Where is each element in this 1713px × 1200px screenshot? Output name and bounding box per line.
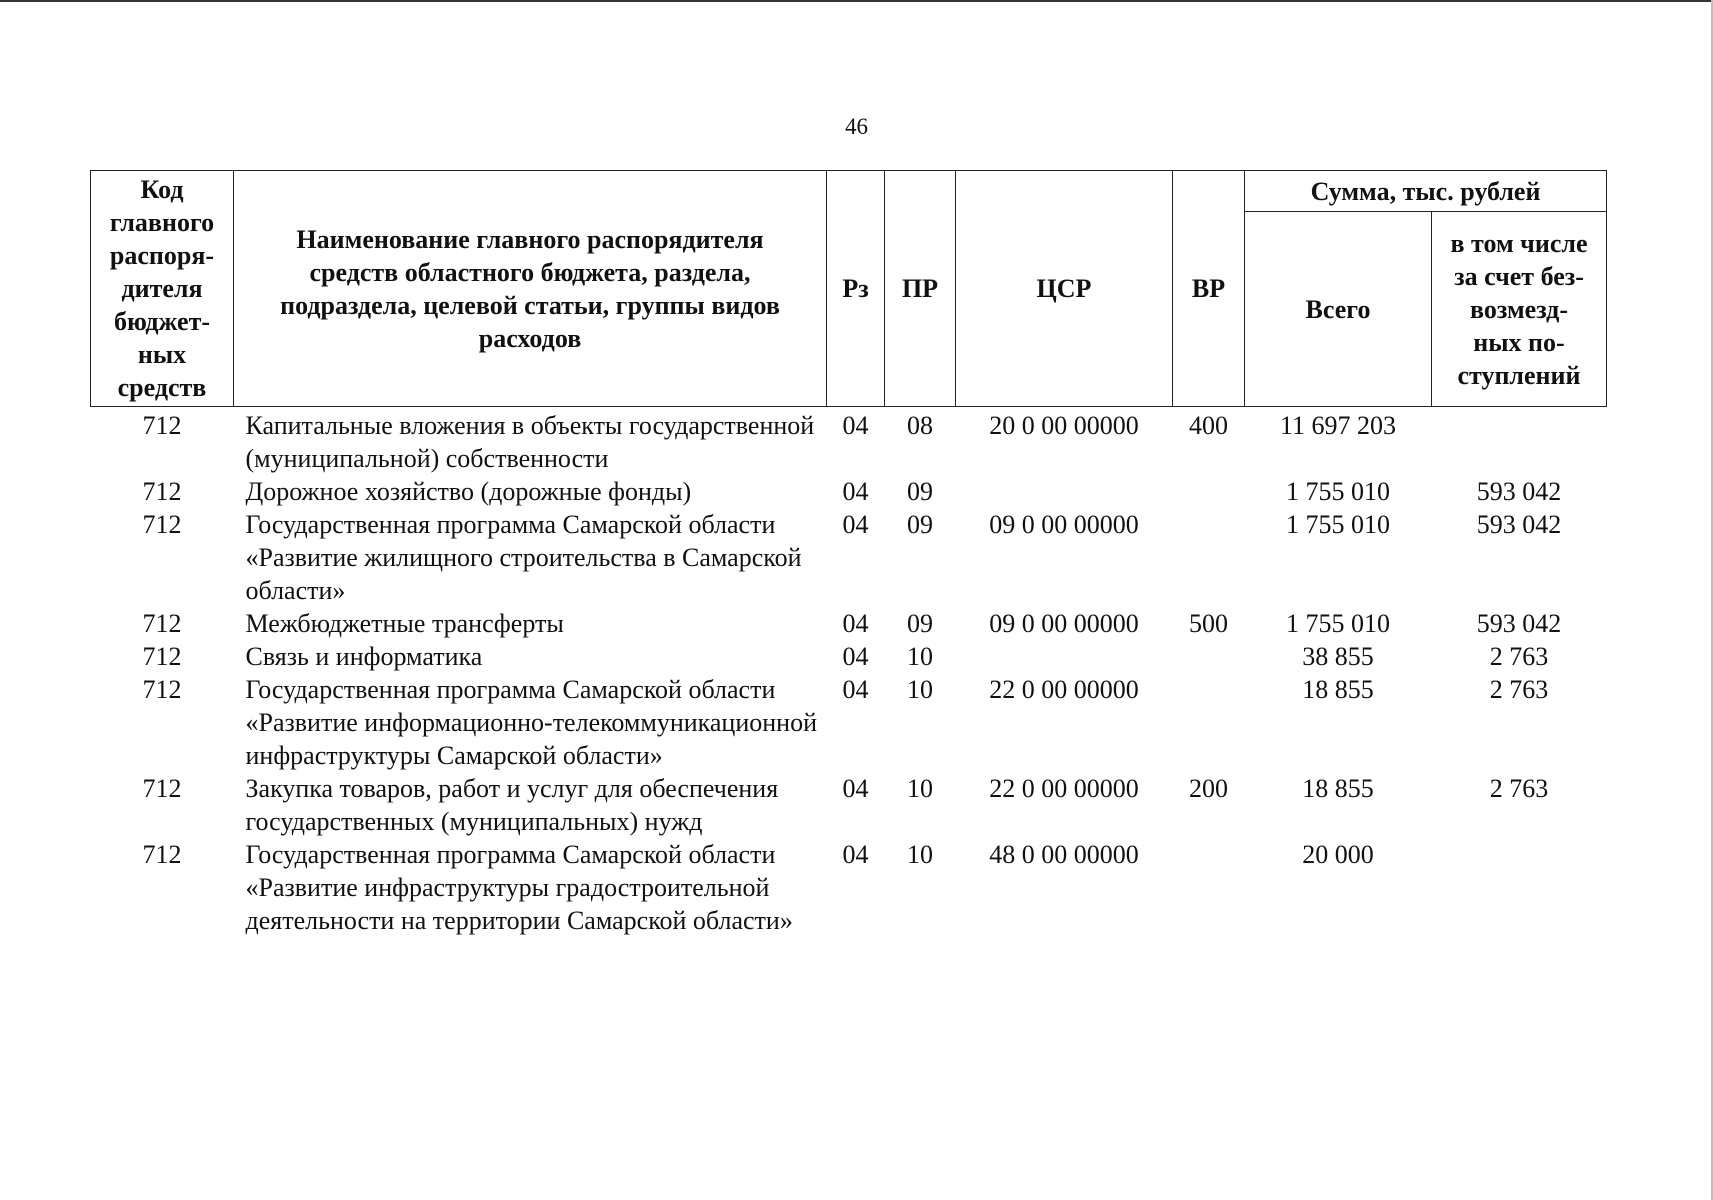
cell-csr: 22 0 00 00000 bbox=[989, 675, 1139, 704]
cell-name: Капитальные вложения в объекты государственной (муниципальной) собственности bbox=[245, 411, 815, 473]
cell-vr bbox=[1173, 673, 1245, 772]
cell-name: Закупка товаров, работ и услуг для обеспечения государственных (муниципальных) нужд bbox=[245, 774, 779, 836]
cell-code: 712 bbox=[142, 609, 182, 638]
cell-name: Межбюджетные трансферты bbox=[245, 609, 564, 638]
cell-csr: 09 0 00 00000 bbox=[989, 510, 1139, 539]
cell-code: 712 bbox=[142, 774, 182, 803]
cell-rz: 04 bbox=[842, 477, 869, 506]
cell-name: Связь и информатика bbox=[245, 642, 483, 671]
table-body bbox=[91, 407, 1607, 938]
cell-total: 1 755 010 bbox=[1286, 609, 1390, 638]
cell-vr bbox=[1173, 475, 1245, 508]
cell-vr: 400 bbox=[1189, 411, 1228, 440]
cell-vr: 200 bbox=[1189, 774, 1228, 803]
cell-vr bbox=[1173, 508, 1245, 607]
table-row bbox=[91, 475, 1607, 508]
cell-csr: 20 0 00 00000 bbox=[989, 411, 1139, 440]
cell-pr: 08 bbox=[907, 411, 933, 440]
cell-rz: 04 bbox=[842, 675, 869, 704]
table-header bbox=[91, 171, 1607, 407]
cell-name: Государственная программа Самарской области «Развитие инфраструктуры градостроительной деятельности на территории Самарской области» bbox=[245, 840, 793, 935]
cell-total: 18 855 bbox=[1302, 675, 1374, 704]
table-row bbox=[91, 407, 1607, 476]
cell-code: 712 bbox=[142, 510, 182, 539]
table-row bbox=[91, 508, 1607, 607]
cell-pr: 09 bbox=[907, 477, 933, 506]
cell-total: 1 755 010 bbox=[1286, 477, 1390, 506]
header-pr: ПР bbox=[885, 171, 956, 407]
cell-free: 593 042 bbox=[1476, 477, 1562, 506]
cell-name: Государственная программа Самарской области «Развитие информационно-телекоммуникационной инфраструктуры Самарской области» bbox=[245, 675, 818, 770]
cell-rz: 04 bbox=[842, 840, 869, 869]
cell-csr: 09 0 00 00000 bbox=[989, 609, 1139, 638]
header-sum-group: Сумма, тыс. рублей bbox=[1245, 171, 1607, 212]
cell-csr bbox=[956, 640, 1173, 673]
cell-code: 712 bbox=[142, 840, 182, 869]
cell-free: 2 763 bbox=[1489, 642, 1549, 671]
header-name: Наименование главного распорядителя средств областного бюджета, раздела, подраздела, целевой статьи, группы видов расходов bbox=[234, 171, 827, 407]
table-row bbox=[91, 640, 1607, 673]
cell-csr bbox=[956, 475, 1173, 508]
cell-total: 20 000 bbox=[1302, 840, 1374, 869]
table-row bbox=[91, 607, 1607, 640]
cell-vr bbox=[1173, 838, 1245, 937]
cell-free: 593 042 bbox=[1476, 609, 1562, 638]
cell-csr: 48 0 00 00000 bbox=[989, 840, 1139, 869]
table-row bbox=[91, 772, 1607, 838]
cell-rz: 04 bbox=[842, 411, 869, 440]
header-free: в том числе за счет без- возмезд- ных по- ступлений bbox=[1432, 212, 1607, 407]
cell-pr: 10 bbox=[907, 840, 933, 869]
cell-total: 1 755 010 bbox=[1286, 510, 1390, 539]
cell-name: Дорожное хозяйство (дорожные фонды) bbox=[245, 477, 692, 506]
cell-pr: 09 bbox=[907, 609, 933, 638]
cell-code: 712 bbox=[142, 411, 182, 440]
cell-vr: 500 bbox=[1189, 609, 1228, 638]
cell-total: 11 697 203 bbox=[1279, 411, 1397, 440]
cell-free: 2 763 bbox=[1489, 774, 1549, 803]
cell-pr: 10 bbox=[907, 774, 933, 803]
cell-code: 712 bbox=[142, 675, 182, 704]
cell-vr bbox=[1173, 640, 1245, 673]
cell-free: 593 042 bbox=[1476, 510, 1562, 539]
header-vr: ВР bbox=[1173, 171, 1245, 407]
cell-code: 712 bbox=[142, 477, 182, 506]
cell-pr: 09 bbox=[907, 510, 933, 539]
cell-free bbox=[1432, 407, 1607, 476]
cell-pr: 10 bbox=[907, 642, 933, 671]
cell-total: 18 855 bbox=[1302, 774, 1374, 803]
scan-edge-top bbox=[0, 0, 1713, 2]
header-code: Код главного распоря- дителя бюджет- ных средств bbox=[91, 171, 234, 407]
table-row bbox=[91, 673, 1607, 772]
cell-rz: 04 bbox=[842, 609, 869, 638]
cell-pr: 10 bbox=[907, 675, 933, 704]
cell-free: 2 763 bbox=[1489, 675, 1549, 704]
header-rz: Рз bbox=[827, 171, 885, 407]
budget-table bbox=[90, 170, 1607, 937]
cell-csr: 22 0 00 00000 bbox=[989, 774, 1139, 803]
cell-total: 38 855 bbox=[1302, 642, 1374, 671]
cell-free bbox=[1432, 838, 1607, 937]
cell-rz: 04 bbox=[842, 510, 869, 539]
table-row bbox=[91, 838, 1607, 937]
page-number: 46 bbox=[845, 114, 868, 139]
cell-rz: 04 bbox=[842, 774, 869, 803]
cell-name: Государственная программа Самарской области «Развитие жилищного строительства в Самарской области» bbox=[245, 510, 802, 605]
cell-code: 712 bbox=[142, 642, 182, 671]
cell-rz: 04 bbox=[842, 642, 869, 671]
header-total: Всего bbox=[1245, 212, 1432, 407]
header-csr: ЦСР bbox=[956, 171, 1173, 407]
